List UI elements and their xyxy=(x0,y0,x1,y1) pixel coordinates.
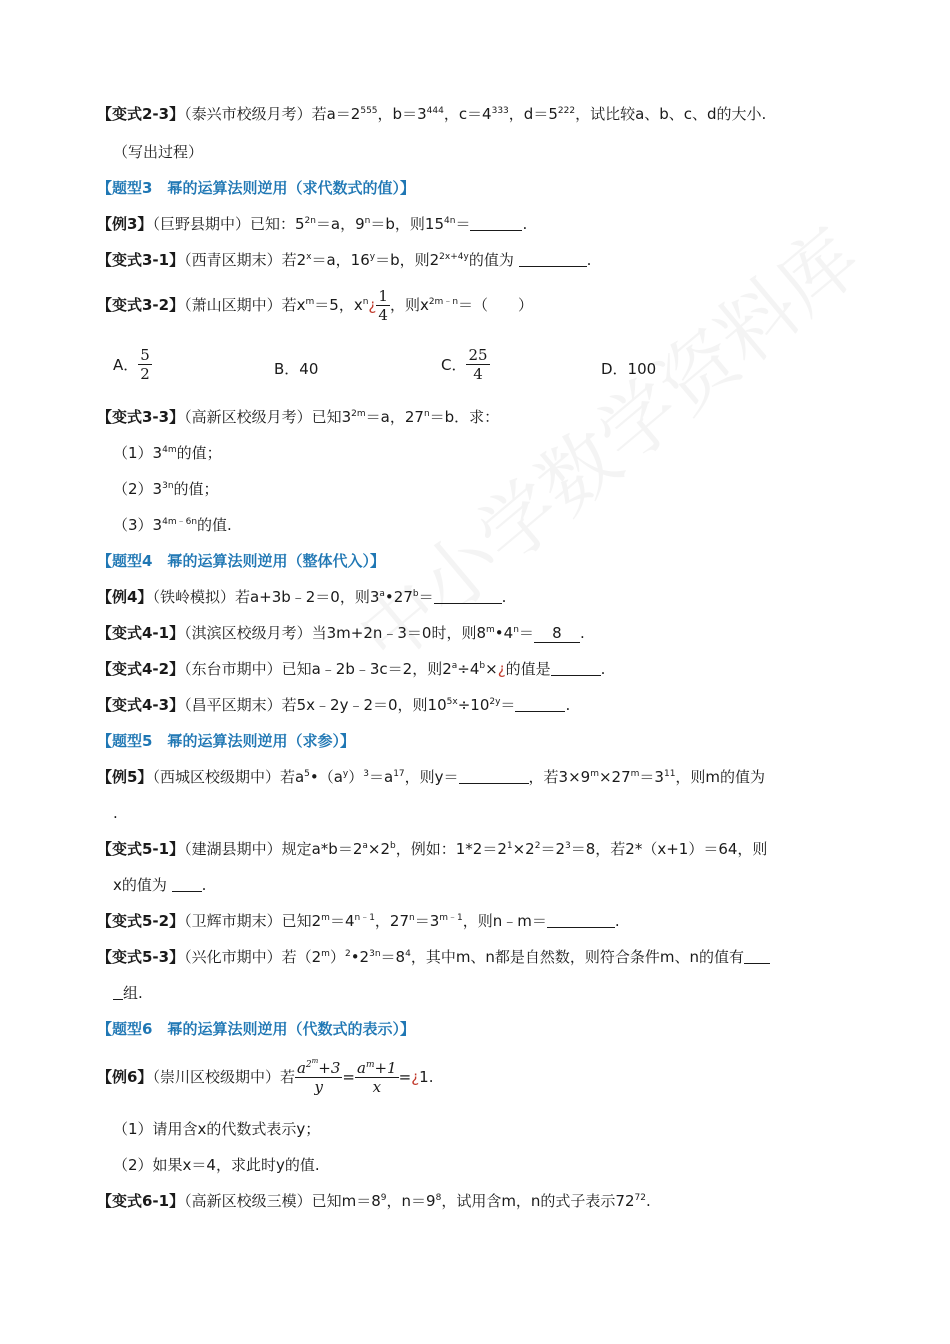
text: ×27 xyxy=(598,768,631,786)
numerator: 25 xyxy=(468,346,488,364)
text: ＝4 xyxy=(329,912,355,930)
answer-blank xyxy=(551,660,601,676)
text: ，c＝4 xyxy=(443,105,492,123)
exponent: 72 xyxy=(634,1193,646,1203)
text: •（a xyxy=(309,768,343,786)
problem-v5-1-cont xyxy=(113,874,206,896)
exponent: 2x+4y xyxy=(439,252,469,262)
text: 组. xyxy=(123,984,143,1002)
text: ） xyxy=(348,768,364,786)
text: ＝b，则2 xyxy=(375,251,440,269)
section-heading-5: 【题型5 幂的运算法则逆用（求参）】 xyxy=(97,732,355,750)
text: ，则n﹣m＝ xyxy=(462,912,547,930)
answer-blank xyxy=(519,251,587,267)
fraction xyxy=(295,1059,342,1096)
text: +3 xyxy=(318,1059,341,1077)
option-a xyxy=(113,346,152,383)
exponent: a xyxy=(362,841,368,851)
problem-e5-cont: . xyxy=(113,804,118,822)
text: ＝8，若2*（x+1）＝64，则 xyxy=(570,840,768,858)
answer-blank xyxy=(547,912,615,928)
text: . xyxy=(565,696,571,714)
answer-blank xyxy=(172,876,202,892)
sub-question-2 xyxy=(113,478,219,500)
problem-tag: 【变式5-1】 xyxy=(97,840,185,858)
sub-question-2: （2）如果x＝4，求此时y的值. xyxy=(113,1156,320,1174)
exponent: 2n xyxy=(304,216,316,226)
text: ÷10 xyxy=(457,696,490,714)
exponent: a xyxy=(379,589,385,599)
text: （西青区期末）若2 xyxy=(184,251,307,269)
text: （高新区校级三模）已知m＝8 xyxy=(184,1192,381,1210)
problem-v3-2 xyxy=(97,287,533,324)
text: a xyxy=(296,1059,306,1077)
fraction xyxy=(138,346,152,383)
exponent: 9 xyxy=(380,1193,387,1203)
problem-e5 xyxy=(97,766,765,788)
garbled-glyph: ¿ xyxy=(497,660,506,678)
section-heading-4: 【题型4 幂的运算法则逆用（整体代入）】 xyxy=(97,552,385,570)
text: ＝（ ） xyxy=(458,296,534,314)
sub-question-1 xyxy=(113,442,222,464)
exponent: 555 xyxy=(360,106,378,116)
exponent: 5 xyxy=(304,769,310,779)
text: （西城区校级期中）若a xyxy=(152,768,305,786)
text: ，其中m、n都是自然数，则符合条件m、n的值有 xyxy=(410,948,745,966)
exponent: 8 xyxy=(435,1193,442,1203)
problem-tag: 【变式3-2】 xyxy=(97,296,185,314)
exponent: m xyxy=(590,769,599,779)
text: ＝a，9 xyxy=(315,215,365,233)
problem-e4 xyxy=(97,586,506,608)
problem-tag: 【变式6-1】 xyxy=(97,1192,185,1210)
text: . xyxy=(522,215,528,233)
option-c xyxy=(441,346,490,383)
text: ，b＝3 xyxy=(377,105,427,123)
text: •4 xyxy=(494,624,514,642)
exponent: a xyxy=(451,661,458,671)
text: （崇川区校级期中）若 xyxy=(152,1068,295,1086)
text: a xyxy=(356,1059,366,1077)
text: 的值是 xyxy=(505,660,551,678)
text: 1. xyxy=(419,1068,434,1086)
problem-v2-3 xyxy=(97,103,766,125)
text: （3）3 xyxy=(113,516,163,534)
garbled-glyph: ¿ xyxy=(411,1068,420,1086)
problem-v6-1 xyxy=(97,1190,651,1212)
problem-tag: 【变式2-3】 xyxy=(97,105,185,123)
problem-tag: 【变式3-3】 xyxy=(97,408,185,426)
text: . xyxy=(614,912,620,930)
problem-e3 xyxy=(97,213,527,235)
problem-v5-3-cont xyxy=(113,982,143,1004)
watermark xyxy=(330,199,880,686)
option-b: B．40 xyxy=(274,360,319,378)
text: ＝a xyxy=(369,768,394,786)
text: ÷4 xyxy=(457,660,480,678)
answer-blank xyxy=(434,588,502,604)
exponent: m xyxy=(321,949,330,959)
section-heading-3: 【题型3 幂的运算法则逆用（求代数式的值）】 xyxy=(97,179,415,197)
problem-tag: 【变式4-3】 xyxy=(97,696,185,714)
exponent: 2m﹣n xyxy=(428,297,459,307)
text: ，d＝5 xyxy=(508,105,558,123)
text: ×2 xyxy=(367,840,391,858)
exponent: 3 xyxy=(363,769,369,779)
problem-tag: 【例3】 xyxy=(97,215,153,233)
text: × xyxy=(485,660,498,678)
text: •2 xyxy=(350,948,370,966)
exponent: y xyxy=(369,252,376,262)
text: （高新区校级月考）已知3 xyxy=(184,408,352,426)
text: ＝3 xyxy=(414,912,440,930)
text: ×2 xyxy=(512,840,535,858)
problem-tag: 【例6】 xyxy=(97,1068,153,1086)
exponent: 2 xyxy=(534,841,541,851)
exponent: m xyxy=(321,913,330,923)
sub-question-1: （1）请用含x的代数式表示y； xyxy=(113,1120,321,1138)
text: （建湖县期中）规定a*b＝2 xyxy=(184,840,363,858)
text: +1 xyxy=(374,1059,397,1077)
text: ＝ xyxy=(500,696,516,714)
text: = xyxy=(342,1068,355,1086)
exponent: m xyxy=(305,297,315,307)
text: ＝a，16 xyxy=(311,251,370,269)
denominator: 4 xyxy=(378,306,388,324)
problem-tag: 【例5】 xyxy=(97,768,153,786)
fraction xyxy=(376,287,390,324)
problem-v5-3 xyxy=(97,946,770,968)
text: . xyxy=(579,624,585,642)
problem-tag: 【变式5-2】 xyxy=(97,912,185,930)
text: ＝ xyxy=(455,215,471,233)
text: （淇滨区校级月考）当3m+2n﹣3＝0时，则8 xyxy=(184,624,487,642)
answer-blank xyxy=(459,768,529,784)
text: ，试比较a、b、c、d的大小. xyxy=(575,105,767,123)
problem-v5-2 xyxy=(97,910,620,932)
fraction xyxy=(466,346,489,383)
exponent: n xyxy=(362,297,369,307)
text: ，27 xyxy=(374,912,410,930)
text: （东台市期中）已知a﹣2b﹣3c＝2，则2 xyxy=(184,660,452,678)
exponent: n﹣1 xyxy=(354,913,375,923)
exponent: x xyxy=(306,252,312,262)
exponent: 4 xyxy=(405,949,411,959)
numerator: 5 xyxy=(140,346,150,364)
text: ＝2 xyxy=(540,840,566,858)
exponent: 444 xyxy=(426,106,444,116)
exponent: 2y xyxy=(489,697,501,707)
problem-v3-1 xyxy=(97,249,591,271)
text: ＝3 xyxy=(639,768,664,786)
text: （2）3 xyxy=(113,480,163,498)
problem-tag: 【变式5-3】 xyxy=(97,948,185,966)
text: ，则y＝ xyxy=(404,768,459,786)
exponent: 1 xyxy=(506,841,513,851)
problem-v4-3 xyxy=(97,694,570,716)
denominator: 4 xyxy=(473,365,483,383)
answer-filled: 8 xyxy=(534,625,580,643)
text: = xyxy=(398,1068,412,1086)
problem-tag: 【变式3-1】 xyxy=(97,251,185,269)
text: ＝b．求： xyxy=(429,408,500,426)
sub-question-3 xyxy=(113,514,232,536)
text: . xyxy=(586,251,592,269)
exponent: y xyxy=(342,769,349,779)
text: . xyxy=(501,588,507,606)
exponent: 333 xyxy=(491,106,509,116)
text: ＝8 xyxy=(380,948,406,966)
exponent: m xyxy=(311,1057,319,1065)
text: （卫辉市期末）已知2 xyxy=(184,912,322,930)
option-label: A． xyxy=(113,356,139,374)
exponent: 3n xyxy=(369,949,381,959)
problem-tag: 【变式4-2】 xyxy=(97,660,185,678)
exponent: 17 xyxy=(393,769,405,779)
numerator: 1 xyxy=(378,287,388,305)
text: ，试用含m，n的式子表示72 xyxy=(441,1192,635,1210)
text: ＝5，x xyxy=(314,296,363,314)
text: 的值为 xyxy=(468,251,519,269)
text: x的值为 xyxy=(113,876,172,894)
text: ，则x xyxy=(389,296,429,314)
exponent: 2 xyxy=(305,1060,312,1070)
exponent: 3 xyxy=(565,841,571,851)
text: ＝b，则15 xyxy=(370,215,444,233)
problem-tag: 【例4】 xyxy=(97,588,153,606)
denominator: 2 xyxy=(140,365,150,383)
text: （泰兴市校级月考）若a＝2 xyxy=(184,105,361,123)
garbled-glyph: ¿ xyxy=(368,296,377,314)
text: . xyxy=(645,1192,651,1210)
exponent: b xyxy=(390,841,396,851)
exponent: 5x xyxy=(446,697,458,707)
section-heading-6: 【题型6 幂的运算法则逆用（代数式的表示）】 xyxy=(97,1020,415,1038)
text: ，若3×9 xyxy=(528,768,591,786)
fraction xyxy=(355,1059,399,1096)
problem-v4-2 xyxy=(97,658,605,680)
exponent: m xyxy=(365,1060,375,1070)
text: 的值； xyxy=(173,480,219,498)
numerator xyxy=(295,1059,342,1078)
answer-blank xyxy=(113,984,123,1000)
exponent: 2m xyxy=(351,409,366,419)
text: （萧山区期中）若x xyxy=(184,296,306,314)
text: ，则m的值为 xyxy=(675,768,766,786)
answer-blank xyxy=(744,948,770,964)
exponent: m﹣1 xyxy=(439,913,463,923)
problem-tag: 【变式4-1】 xyxy=(97,624,185,642)
text: （巨野县期中）已知：5 xyxy=(152,215,305,233)
text: （1）3 xyxy=(113,444,163,462)
exponent: 4m xyxy=(162,445,177,455)
exponent: m xyxy=(630,769,640,779)
text: ＝ xyxy=(418,588,434,606)
text: 的值； xyxy=(176,444,222,462)
text: . xyxy=(600,660,606,678)
text: （兴化市期中）若（2 xyxy=(184,948,322,966)
text: ＝ xyxy=(518,624,534,642)
problem-v4-1 xyxy=(97,622,585,644)
exponent: b xyxy=(412,589,419,599)
text: •27 xyxy=(384,588,413,606)
problem-v3-3 xyxy=(97,406,499,428)
text: . xyxy=(201,876,207,894)
problem-e6 xyxy=(97,1058,433,1096)
exponent: n xyxy=(364,216,371,226)
exponent: n xyxy=(423,409,430,419)
exponent: 2 xyxy=(344,949,351,959)
text: （铁岭模拟）若a+3b﹣2＝0，则3 xyxy=(152,588,380,606)
denominator: x xyxy=(372,1078,382,1096)
exponent: b xyxy=(479,661,486,671)
denominator: y xyxy=(314,1078,323,1096)
text: ＝a，27 xyxy=(365,408,424,426)
exponent: n xyxy=(409,913,415,923)
text: ，n＝9 xyxy=(386,1192,436,1210)
answer-blank xyxy=(470,215,522,231)
text: ，例如：1*2＝2 xyxy=(395,840,507,858)
exponent: 4n xyxy=(444,216,456,226)
option-d: D．100 xyxy=(601,360,657,378)
exponent: 11 xyxy=(663,769,676,779)
answer-blank xyxy=(515,696,565,712)
text: ） xyxy=(329,948,345,966)
exponent: 222 xyxy=(557,106,576,116)
problem-v5-1 xyxy=(97,838,767,860)
exponent: 3n xyxy=(162,481,174,491)
text: （昌平区期末）若5x﹣2y﹣2＝0，则10 xyxy=(184,696,447,714)
exponent: m xyxy=(486,625,495,635)
numerator xyxy=(355,1059,399,1078)
option-label: C． xyxy=(441,356,467,374)
text: 的值. xyxy=(197,516,232,534)
exponent: 4m﹣6n xyxy=(162,517,198,527)
problem-v2-3-cont: （写出过程） xyxy=(113,143,204,161)
exponent: n xyxy=(513,625,519,635)
